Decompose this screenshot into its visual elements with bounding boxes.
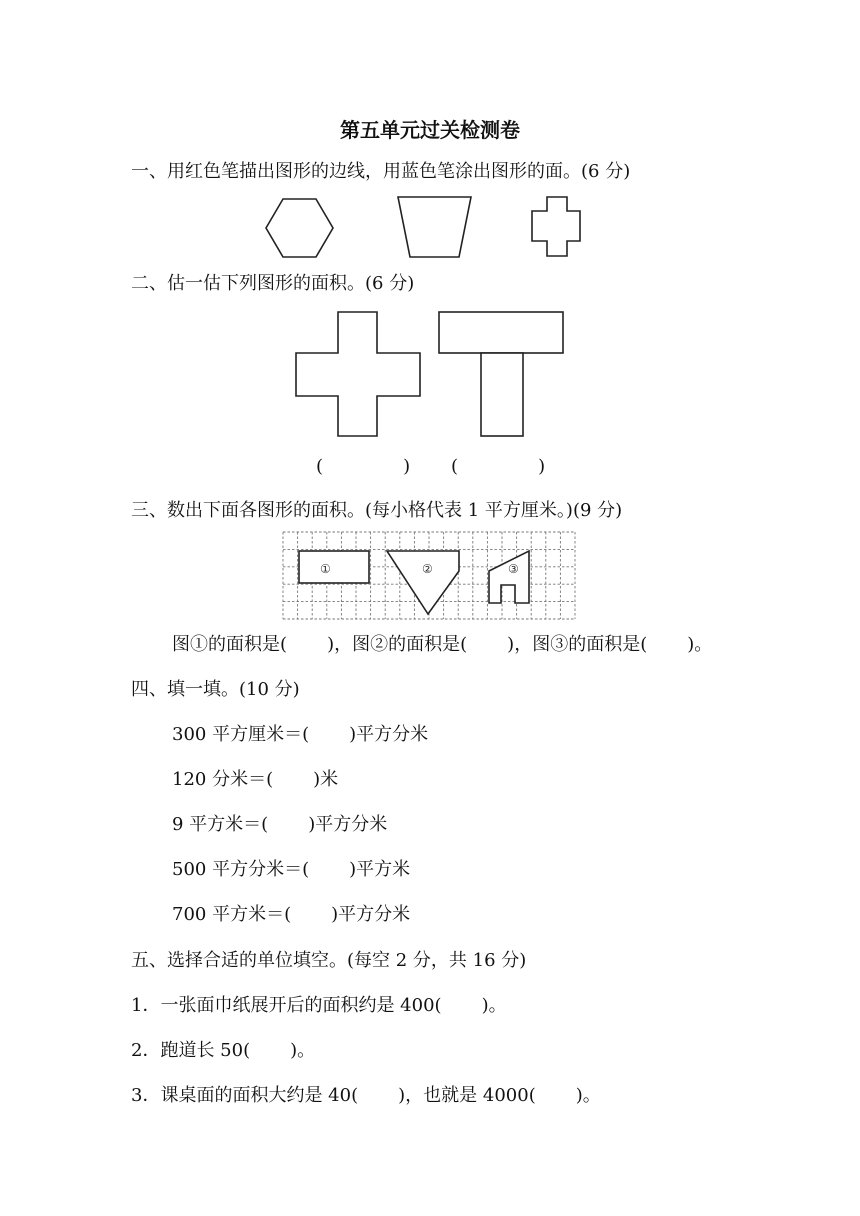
section4-item: 9 平方米＝( )平方分米 [172, 814, 388, 835]
section1-heading: 一、用红色笔描出图形的边线，用蓝色笔涂出图形的面。(6 分) [131, 161, 631, 182]
section5-item: 1．一张面巾纸展开后的面积约是 400( )。 [131, 995, 507, 1016]
section5-item: 3．课桌面的面积大约是 40( )，也就是 4000( )。 [131, 1085, 601, 1106]
figure-3-polygon [489, 551, 529, 603]
figure-2-polygon [387, 551, 459, 614]
section5-item: 2．跑道长 50( )。 [131, 1040, 316, 1061]
section5-heading: 五、选择合适的单位填空。(每空 2 分，共 16 分) [131, 950, 527, 971]
section4-item: 500 平方分米＝( )平方米 [172, 859, 411, 880]
figure-2-label: ② [422, 562, 433, 576]
section3-grid [283, 532, 576, 620]
section4-item: 120 分米＝( )米 [172, 769, 339, 790]
figure-1-label: ① [320, 562, 331, 576]
page-title: 第五单元过关检测卷 [340, 118, 520, 142]
estimate-blank-2: ( ) [451, 456, 546, 477]
trapezoid-shape [398, 197, 471, 257]
section2-heading: 二、估一估下列图形的面积。(6 分) [131, 273, 415, 294]
figure-1-rectangle [299, 551, 369, 583]
section4-item: 700 平方米＝( )平方分米 [172, 904, 411, 925]
section3-heading: 三、数出下面各图形的面积。(每小格代表 1 平方厘米。)(9 分) [131, 500, 623, 521]
t-shape-stem [481, 353, 523, 436]
t-shape-top [439, 312, 563, 353]
cross-shape [532, 197, 580, 256]
section4-item: 300 平方厘米＝( )平方分米 [172, 724, 429, 745]
estimate-blank-1: ( ) [316, 456, 411, 477]
hexagon-shape [266, 199, 333, 257]
section3-answer-line: 图①的面积是( )，图②的面积是( )，图③的面积是( )。 [172, 634, 713, 655]
figure-3-label: ③ [508, 562, 519, 576]
large-cross-shape [296, 312, 420, 436]
section4-heading: 四、填一填。(10 分) [131, 679, 300, 700]
